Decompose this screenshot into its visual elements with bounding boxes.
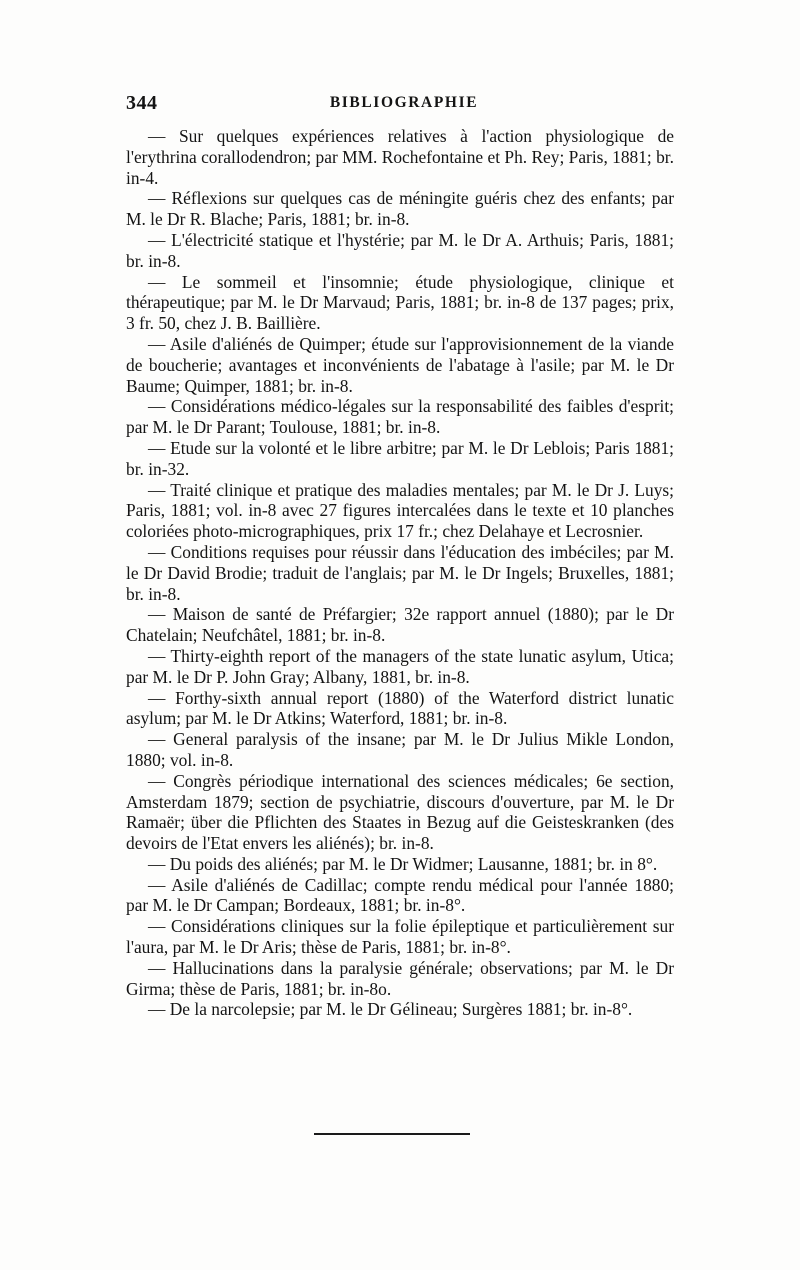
bibliography-entry: — Conditions requises pour réussir dans l'éducation des imbéciles; par M. le Dr David Brodie; traduit de l'anglais; par M. le Dr Ingels; Bruxelles, 1881; br. in-8. — [126, 541, 674, 604]
bibliography-entry: — Du poids des aliénés; par M. le Dr Widmer; Lausanne, 1881; br. in 8°. — [148, 853, 658, 874]
bibliography-entry: — Considérations cliniques sur la folie épileptique et particulièrement sur l'aura, par M. le Dr Aris; thèse de Paris, 1881; br. in-8°. — [126, 916, 674, 958]
page-header — [126, 92, 682, 116]
bibliography-entry: — General paralysis of the insane; par M. le Dr Julius Mikle London, 1880; vol. in-8. — [126, 729, 674, 770]
running-title: BIBLIOGRAPHIE — [329, 94, 479, 111]
bibliography-entry: — Traité clinique et pratique des maladies mentales; par M. le Dr J. Luys; Paris, 1881; vol. in-8 avec 27 figures intercalées dans le texte et 10 planches coloriées photo-micrographiques, prix 17 fr.; chez Delahaye et Lecrosnier. — [126, 479, 674, 542]
page-number: 344 — [126, 92, 158, 114]
bibliography-entry: — Le sommeil et l'insomnie; étude physiologique, clinique et thérapeutique; par M. le Dr Marvaud; Paris, 1881; br. in-8 de 137 pages; prix, 3 fr. 50, chez J. B. Baillière. — [126, 271, 674, 334]
bibliography-entry: — Considérations médico-légales sur la responsabilité des faibles d'esprit; par M. le Dr Parant; Toulouse, 1881; br. in-8. — [126, 396, 674, 438]
bibliography-entry: — Asile d'aliénés de Cadillac; compte rendu médical pour l'année 1880; par M. le Dr Campan; Bordeaux, 1881; br. in-8°. — [126, 874, 674, 916]
bibliography-entry: — Réflexions sur quelques cas de méningite guéris chez des enfants; par M. le Dr R. Blache; Paris, 1881; br. in-8. — [126, 188, 674, 230]
bibliography-entry: — Asile d'aliénés de Quimper; étude sur l'approvisionnement de la viande de boucherie; avantages et inconvénients de l'abatage à l'asile; par M. le Dr Baume; Quimper, 1881; br. in-8. — [126, 333, 674, 396]
bibliography-entry: — Thirty-eighth report of the managers of the state lunatic asylum, Utica; par M. le Dr P. John Gray; Albany, 1881, br. in-8. — [126, 645, 674, 687]
bibliography-entry: — De la narcolepsie; par M. le Dr Gélineau; Surgères 1881; br. in-8°. — [148, 999, 633, 1020]
bibliography-entry: — Etude sur la volonté et le libre arbitre; par M. le Dr Leblois; Paris 1881; br. in-32. — [126, 437, 674, 479]
bibliography-entry: — Sur quelques expériences relatives à l'action physiologique de l'erythrina corallodendron; par MM. Rochefontaine et Ph. Rey; Paris, 1881; br. in-4. — [126, 126, 674, 188]
bibliography-entry: — Hallucinations dans la paralysie générale; observations; par M. le Dr Girma; thèse de Paris, 1881; br. in-8o. — [126, 957, 674, 999]
bibliography-entry: — Congrès périodique international des sciences médicales; 6e section, Amsterdam 1879; section de psychiatrie, discours d'ouverture, par M. le Dr Ramaër; über die Pflichten des Staates in Bezug auf die Geisteskranken (des devoirs de l'Etat envers les aliénés); br. in-8. — [126, 770, 674, 854]
bibliography-entry: — Maison de santé de Préfargier; 32e rapport annuel (1880); par le Dr Chatelain; Neufchâtel, 1881; br. in-8. — [126, 604, 674, 646]
bibliography-list — [126, 126, 674, 1020]
bibliography-entry: — L'électricité statique et l'hystérie; par M. le Dr A. Arthuis; Paris, 1881; br. in-8. — [126, 229, 674, 271]
closing-rule — [314, 1133, 470, 1135]
bibliography-entry: — Forthy-sixth annual report (1880) of the Waterford district lunatic asylum; par M. le Dr Atkins; Waterford, 1881; br. in-8. — [126, 687, 674, 729]
